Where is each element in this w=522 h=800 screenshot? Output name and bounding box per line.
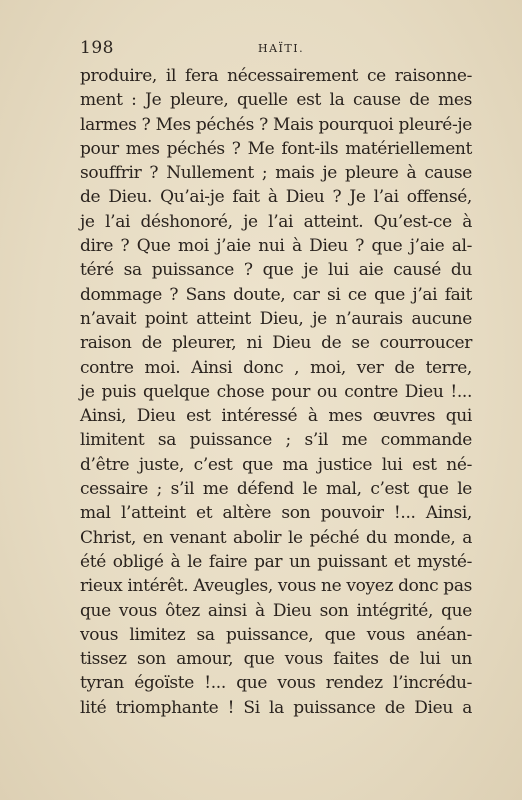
text-line: larmes ? Mes péchés ? Mais pourquoi pleuré-je	[80, 114, 472, 135]
text-line: téré sa puissance ? que je lui aie causé du	[80, 260, 472, 281]
text-line: dire ? Que moi j’aie nui à Dieu ? que j’aie al-	[80, 236, 472, 257]
text-line: rieux intérêt. Aveugles, vous ne voyez donc pas	[80, 576, 472, 597]
text-line: je puis quelque chose pour ou contre Dieu !...	[80, 381, 472, 402]
text-line: vous limitez sa puissance, que vous anéan-	[80, 624, 472, 645]
page-header	[80, 38, 470, 60]
text-line: n’avait point atteint Dieu, je n’aurais aucune	[80, 308, 472, 329]
text-line: lité triomphante ! Si la puissance de Dieu a	[80, 697, 472, 718]
text-line: mal l’atteint et altère son pouvoir !... Ainsi,	[80, 503, 472, 524]
running-head: HAÏTI.	[258, 42, 305, 55]
text-line: je l’ai déshonoré, je l’ai atteint. Qu’est-ce à	[80, 211, 472, 232]
text-line: pour mes péchés ? Me font-ils matériellement	[80, 138, 472, 159]
text-line: cessaire ; s’il me défend le mal, c’est que le	[80, 479, 472, 500]
text-line: limitent sa puissance ; s’il me commande	[80, 430, 472, 451]
text-line: de Dieu. Qu’ai-je fait à Dieu ? Je l’ai offensé,	[80, 187, 472, 208]
text-line: tyran égoïste !... que vous rendez l’incrédu-	[80, 673, 472, 694]
text-line: été obligé à le faire par un puissant et mysté-	[80, 551, 472, 572]
text-line: contre moi. Ainsi donc , moi, ver de terre,	[80, 357, 472, 378]
text-line: Christ, en venant abolir le péché du monde, a	[80, 527, 472, 548]
text-line: que vous ôtez ainsi à Dieu son intégrité, que	[80, 600, 472, 621]
text-line: tissez son amour, que vous faites de lui un	[80, 649, 472, 670]
text-line: dommage ? Sans doute, car si ce que j’ai fait	[80, 284, 472, 305]
text-line: ment : Je pleure, quelle est la cause de mes	[80, 90, 472, 111]
text-line: raison de pleurer, ni Dieu de se courroucer	[80, 333, 472, 354]
text-line: Ainsi, Dieu est intéressé à mes œuvres qui	[80, 406, 472, 427]
text-line: souffrir ? Nullement ; mais je pleure à cause	[80, 163, 472, 184]
text-line: d’être juste, c’est que ma justice lui est né-	[80, 454, 472, 475]
body-text	[80, 64, 472, 720]
text-line: produire, il fera nécessairement ce raisonne-	[80, 66, 472, 86]
page-number: 198	[80, 38, 114, 58]
